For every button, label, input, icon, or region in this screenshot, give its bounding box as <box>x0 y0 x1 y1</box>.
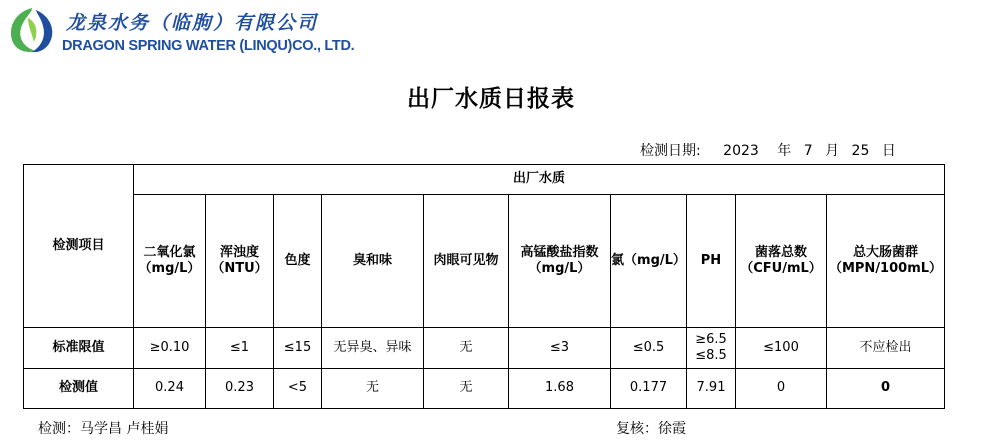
date-label: 检测日期: <box>640 143 701 159</box>
measured-value: 无 <box>322 369 424 409</box>
column-header: 二氧化氯（mg/L） <box>134 195 206 328</box>
date-year: 2023 <box>723 143 759 159</box>
measured-value: 0.177 <box>611 369 687 409</box>
measured-value: <5 <box>274 369 322 409</box>
standard-value: ≤100 <box>736 328 827 369</box>
company-logo <box>6 4 386 54</box>
measured-value: 0.24 <box>134 369 206 409</box>
column-header: 臭和味 <box>322 195 424 328</box>
measured-value: 0 <box>736 369 827 409</box>
standard-label: 标准限值 <box>24 328 134 369</box>
reviewer-signature: 复核：徐霞 <box>616 421 686 437</box>
inspector-signature: 检测：马学昌 卢桂娟 <box>38 421 169 437</box>
column-header: 高锰酸盐指数（mg/L） <box>509 195 611 328</box>
standard-value: ≥6.5 ≤8.5 <box>687 328 736 369</box>
group-header-cell: 出厂水质 <box>134 165 945 195</box>
column-header: PH <box>687 195 736 328</box>
standard-value: ≥0.10 <box>134 328 206 369</box>
measured-value: 1.68 <box>509 369 611 409</box>
column-header: 肉眼可见物 <box>424 195 509 328</box>
date-month-unit: 月 <box>825 143 840 159</box>
inspection-date <box>640 140 896 160</box>
measured-value: 0 <box>827 369 945 409</box>
column-header: 色度 <box>274 195 322 328</box>
measured-row <box>24 369 945 409</box>
standard-value: 无异臭、异味 <box>322 328 424 369</box>
date-month: 7 <box>803 143 813 159</box>
column-header: 菌落总数（CFU/mL） <box>736 195 827 328</box>
standard-value: ≤15 <box>274 328 322 369</box>
company-name-en: DRAGON SPRING WATER (LINQU)CO., LTD. <box>62 38 355 54</box>
date-year-unit: 年 <box>777 143 792 159</box>
standard-value: ≤3 <box>509 328 611 369</box>
date-day: 25 <box>851 143 870 159</box>
report-title: 出厂水质日报表 <box>407 85 575 112</box>
standard-row <box>24 328 945 369</box>
date-day-unit: 日 <box>881 143 896 159</box>
standard-value: ≤1 <box>206 328 274 369</box>
measured-value: 7.91 <box>687 369 736 409</box>
water-quality-table <box>23 164 945 409</box>
measured-label: 检测值 <box>24 369 134 409</box>
standard-value: 无 <box>424 328 509 369</box>
measured-value: 0.23 <box>206 369 274 409</box>
column-header: 氯（mg/L） <box>611 195 687 328</box>
dragon-spring-logo-icon <box>6 4 58 54</box>
company-name-cn: 龙泉水务（临朐）有限公司 <box>66 12 319 34</box>
row-header-cell: 检测项目 <box>24 165 134 328</box>
column-header: 浑浊度（NTU） <box>206 195 274 328</box>
measured-value: 无 <box>424 369 509 409</box>
standard-value: 不应检出 <box>827 328 945 369</box>
standard-value: ≤0.5 <box>611 328 687 369</box>
column-header: 总大肠菌群（MPN/100mL） <box>827 195 945 328</box>
